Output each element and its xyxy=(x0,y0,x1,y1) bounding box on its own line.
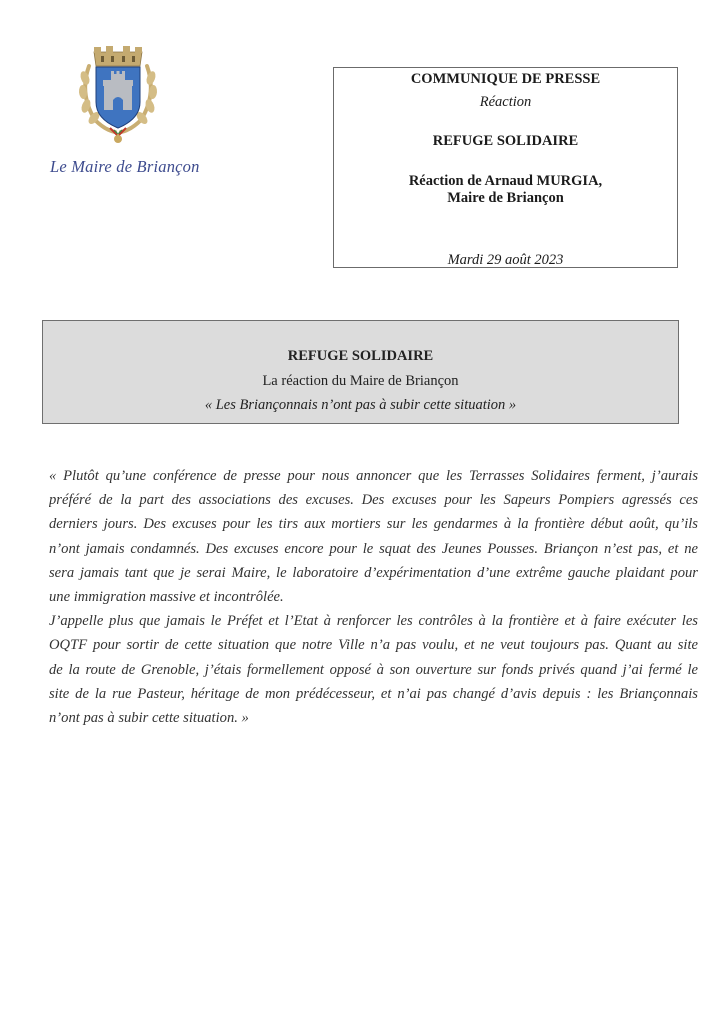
banner-quote: « Les Briançonnais n’ont pas à subir cette situation » xyxy=(204,397,517,413)
mayor-signature-line: Le Maire de Briançon xyxy=(50,157,200,176)
headline-banner xyxy=(42,320,679,424)
press-release-subtitle: Réaction xyxy=(479,94,532,110)
paragraph-line: une immigration massive et incontrôlée. xyxy=(49,588,284,605)
briancon-coat-of-arms-icon xyxy=(77,44,159,146)
paragraph-line: OQTF pour sortir de cette situation que notre Ville n’a pas voulu, et ne veut toujours pas. Quant au site xyxy=(49,637,698,654)
paragraph-line: de la route de Grenoble, j’étais formellement opposé à son ouverture sur fonds privés quand j’ai fermé le xyxy=(49,661,698,678)
statement-paragraph-2 xyxy=(49,609,698,730)
press-release-box xyxy=(333,67,678,268)
author-line-1: Réaction de Arnaud MURGIA, xyxy=(408,173,603,189)
paragraph-line: préféré de la part des associations des excuses. Des excuses pour les Sapeurs Pompiers agressés ces xyxy=(49,492,698,509)
press-release-title: COMMUNIQUE DE PRESSE xyxy=(410,71,601,87)
banner-subtitle: La réaction du Maire de Briançon xyxy=(262,373,459,389)
paragraph-line: sera jamais tant que je serai Maire, le laboratoire d’expérimentation d’une extrême gauche plaidant pour xyxy=(49,564,698,581)
press-release-topic: REFUGE SOLIDAIRE xyxy=(432,133,579,149)
mural-crown-icon xyxy=(94,46,142,66)
press-release-date: Mardi 29 août 2023 xyxy=(447,252,564,268)
paragraph-line: derniers jours. Des excuses pour les tirs aux mortiers sur les gendarmes à la frontière début août, qu’ils xyxy=(49,516,698,533)
banner-title: REFUGE SOLIDAIRE xyxy=(287,348,434,364)
paragraph-line: J’appelle plus que jamais le Préfet et l’Etat à renforcer les contrôles à la frontière et à faire exécuter les xyxy=(49,613,698,630)
statement-paragraph-1 xyxy=(49,464,698,609)
statement-body xyxy=(49,464,698,730)
paragraph-line: « Plutôt qu’une conférence de presse pour nous annoncer que les Terrasses Solidaires ferment, j’aurais xyxy=(49,468,698,484)
author-line-2: Maire de Briançon xyxy=(447,190,564,206)
paragraph-line: n’ont pas à subir cette situation. » xyxy=(49,709,249,726)
paragraph-line: site de la rue Pasteur, héritage de mon prédécesseur, et n’ai pas changé d’avis depuis : les Briançonnais xyxy=(49,685,698,702)
paragraph-line: n’ont jamais condamnés. Des excuses encore pour le squat des Jeunes Pousses. Briançon n’est pas, et ne xyxy=(49,540,698,557)
